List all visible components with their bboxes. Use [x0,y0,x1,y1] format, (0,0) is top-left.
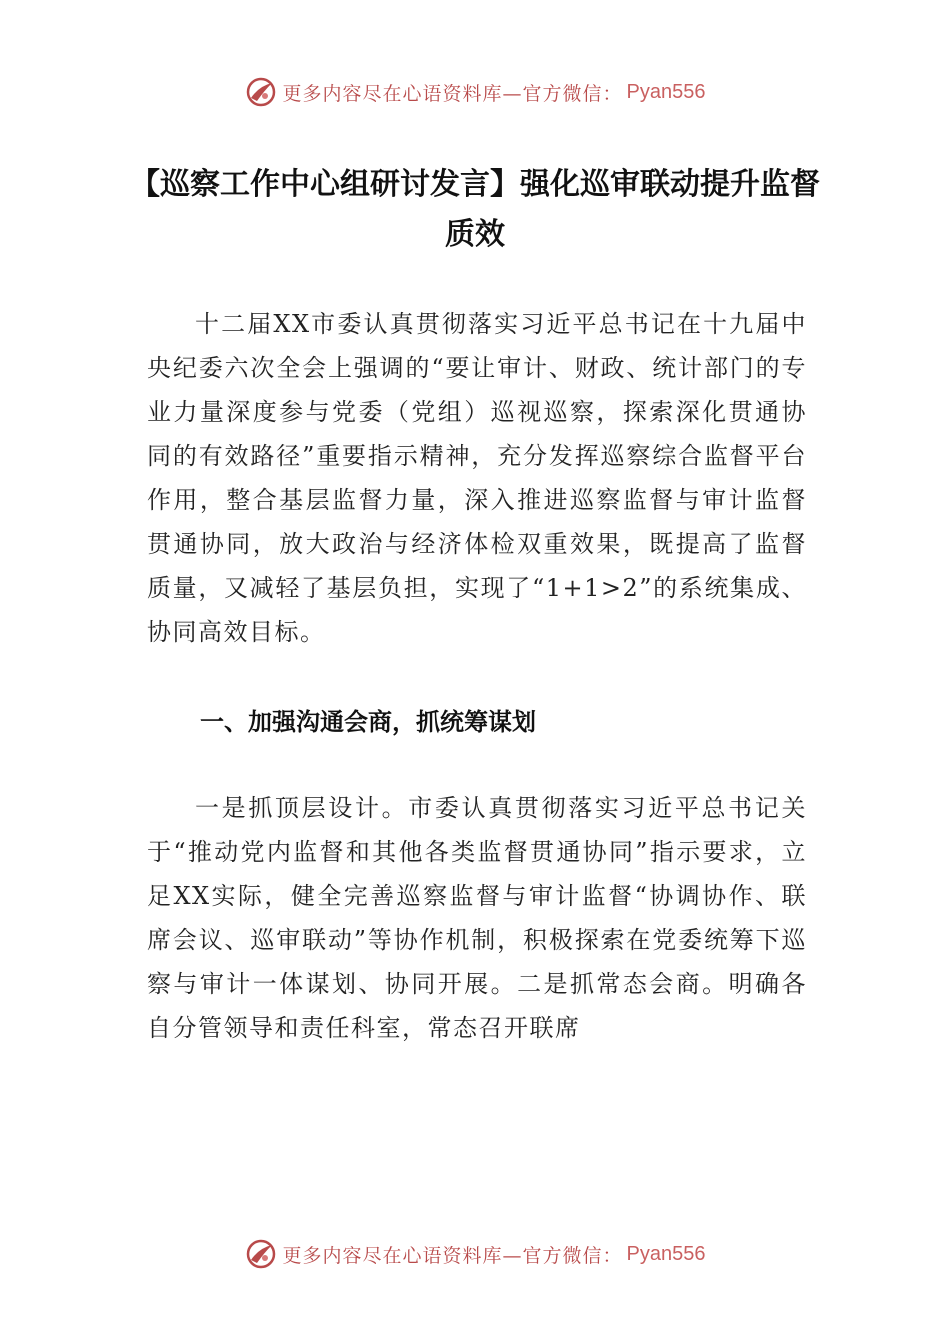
section-heading: 一、加强沟通会商，抓统筹谋划 [200,708,536,736]
watermark-header [0,72,950,112]
document-title: 【巡察工作中心组研讨发言】强化巡审联动提升监督质效 [130,167,820,252]
section-paragraph: 一是抓顶层设计。市委认真贯彻落实习近平总书记关于“推动党内监督和其他各类监督贯通协同”指示要求，立足XX实际，健全完善巡察监督与审计监督“协调协作、联席会议、巡审联动”等协作机制，积极探索在党委统筹下巡察与审计一体谋划、协同开展。二是抓常态会商。明确各自分管领导和责任科室，常态召开联席 [147,794,807,1042]
watermark-text: 更多内容尽在心语资料库—官方微信： [282,1244,623,1267]
watermark-logo-icon [245,76,277,108]
watermark-handle: Pyan556 [626,80,706,103]
watermark-footer [0,1234,950,1274]
watermark-logo-icon [245,1238,277,1270]
watermark-handle: Pyan556 [626,1242,706,1265]
intro-paragraph: 十二届XX市委认真贯彻落实习近平总书记在十九届中央纪委六次全会上强调的“要让审计、财政、统计部门的专业力量深度参与党委（党组）巡视巡察，探索深化贯通协同的有效路径”重要指示精神，充分发挥巡察综合监督平台作用，整合基层监督力量，深入推进巡察监督与审计监督贯通协同，放大政治与经济体检双重效果，既提高了监督质量，又减轻了基层负担，实现了“1+1>2”的系统集成、协同高效目标。 [147,310,807,646]
watermark-text: 更多内容尽在心语资料库—官方微信： [282,82,623,105]
